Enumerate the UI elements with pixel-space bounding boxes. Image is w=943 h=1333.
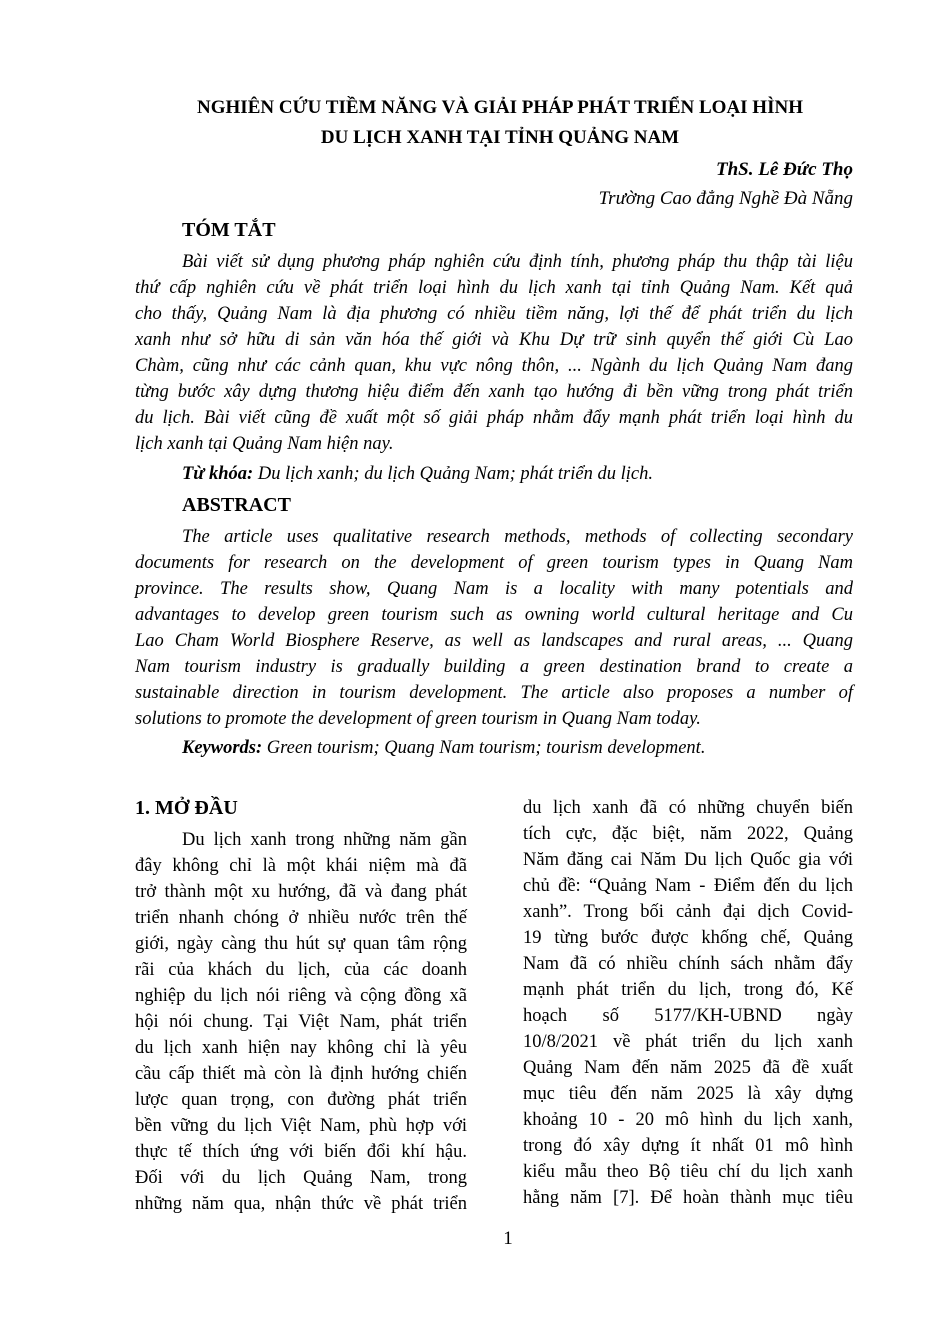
text-line: thực tế thích ứng với biến đổi khí hậu. bbox=[135, 1142, 467, 1162]
text-line: solutions to promote the development of green tourism in Quang Nam today. bbox=[135, 709, 701, 729]
text-line: cầu cấp thiết mà còn là định hướng chiến bbox=[135, 1064, 467, 1084]
keywords-vi-label: Từ khóa: bbox=[182, 464, 254, 484]
text-line: Đối với du lịch Quảng Nam, trong bbox=[135, 1168, 467, 1188]
section-right-column bbox=[523, 795, 853, 1211]
section-heading: 1. MỞ ĐẦU bbox=[135, 797, 238, 819]
abstract-en-heading: ABSTRACT bbox=[182, 494, 291, 516]
text-line: 19 từng bước được khống chế, Quảng bbox=[523, 928, 853, 948]
text-line: hội nói chung. Tại Việt Nam, phát triển bbox=[135, 1012, 467, 1032]
abstract-vi-heading: TÓM TẮT bbox=[182, 219, 276, 241]
text-line: từng bước xây dựng thương hiệu điểm đến xanh tạo hướng đi bền vững trong phát triển bbox=[135, 382, 853, 402]
keywords-vi-text: Du lịch xanh; du lịch Quảng Nam; phát triển du lịch. bbox=[253, 464, 653, 484]
keywords-vi bbox=[182, 461, 653, 487]
keywords-en bbox=[182, 735, 705, 761]
text-line: lịch xanh tại Quảng Nam hiện nay. bbox=[135, 434, 394, 454]
text-line: du lịch. Bài viết cũng đề xuất một số giải pháp nhằm đẩy mạnh phát triển loại hình du bbox=[135, 408, 853, 428]
text-line: mạnh phát triển du lịch, trong đó, Kế bbox=[523, 980, 853, 1000]
abstract-vi-body bbox=[135, 249, 853, 457]
text-line: xanh”. Trong bối cảnh đại dịch Covid- bbox=[523, 902, 853, 922]
text-line: trong đó xây dựng ít nhất 01 mô hình bbox=[523, 1136, 853, 1156]
text-line: The article uses qualitative research methods, methods of collecting secondary bbox=[182, 527, 853, 547]
text-line: triển nhanh chóng ở nhiều nước trên thế bbox=[135, 908, 467, 928]
text-line: rãi của khách du lịch, của các doanh bbox=[135, 960, 467, 980]
section-left-column bbox=[135, 827, 467, 1217]
text-line: Lao Cham World Biosphere Reserve, as well as landscapes and rural areas, ... Quang bbox=[135, 631, 853, 651]
text-line: giới, ngày càng thu hút sự quan tâm rộng bbox=[135, 934, 467, 954]
author: ThS. Lê Đức Thọ bbox=[716, 159, 853, 180]
keywords-en-label: Keywords: bbox=[182, 738, 263, 758]
text-line: Nam tourism industry is gradually building a green destination brand to create a bbox=[135, 657, 853, 677]
text-line: advantages to develop green tourism such as owning world cultural heritage and Cu bbox=[135, 605, 853, 625]
text-line: những năm qua, nhận thức về phát triển bbox=[135, 1194, 467, 1214]
title-line: NGHIÊN CỨU TIỀM NĂNG VÀ GIẢI PHÁP PHÁT TRIỂN LOẠI HÌNH bbox=[197, 97, 803, 118]
text-line: nghiệp du lịch nói riêng và cộng đồng xã bbox=[135, 986, 467, 1006]
text-line: Nam đã có nhiều chính sách nhằm đẩy bbox=[523, 954, 853, 974]
text-line: trở thành một xu hướng, đã và đang phát bbox=[135, 882, 467, 902]
paper-title bbox=[120, 93, 880, 153]
abstract-en-body bbox=[135, 524, 853, 732]
text-line: province. The results show, Quang Nam is a locality with many potentials and bbox=[135, 579, 853, 599]
page-number: 1 bbox=[503, 1228, 513, 1249]
text-line: lược quan trọng, con đường phát triển bbox=[135, 1090, 467, 1110]
text-line: Bài viết sử dụng phương pháp nghiên cứu định tính, phương pháp thu thập tài liệu bbox=[182, 252, 853, 272]
text-line: kiểu mẫu theo Bộ tiêu chí du lịch xanh bbox=[523, 1162, 853, 1182]
text-line: du lịch xanh đã có những chuyển biến bbox=[523, 798, 853, 818]
text-line: Năm đăng cai Năm Du lịch Quốc gia với bbox=[523, 850, 853, 870]
text-line: Quảng Nam đến năm 2025 đã đề xuất bbox=[523, 1058, 853, 1078]
affiliation: Trường Cao đẳng Nghề Đà Nẵng bbox=[598, 188, 853, 209]
text-line: bền vững du lịch Việt Nam, phù hợp với bbox=[135, 1116, 467, 1136]
text-line: mục tiêu đến năm 2025 là xây dựng bbox=[523, 1084, 853, 1104]
title-line: DU LỊCH XANH TẠI TỈNH QUẢNG NAM bbox=[320, 127, 680, 148]
text-line: cho thấy, Quảng Nam là địa phương có nhiều tiềm năng, lợi thế để phát triển du lịch bbox=[135, 304, 853, 324]
text-line: 10/8/2021 về phát triển du lịch xanh bbox=[523, 1032, 853, 1052]
text-line: hoạch số 5177/KH-UBND ngày bbox=[523, 1006, 853, 1026]
text-line: đây không chỉ là một khái niệm mà đã bbox=[135, 856, 467, 876]
text-line: documents for research on the development of green tourism types in Quang Nam bbox=[135, 553, 853, 573]
text-line: xanh như sở hữu di sản văn hóa thế giới và Khu Dự trữ sinh quyển thế giới Cù Lao bbox=[135, 330, 853, 350]
text-line: du lịch xanh hiện nay không chỉ là yêu bbox=[135, 1038, 467, 1058]
keywords-en-text: Green tourism; Quang Nam tourism; tourism development. bbox=[262, 738, 706, 758]
text-line: sustainable direction in tourism development. The article also proposes a number of bbox=[135, 683, 853, 703]
text-line: Du lịch xanh trong những năm gần bbox=[182, 830, 467, 850]
text-line: khoảng 10 - 20 mô hình du lịch xanh, bbox=[523, 1110, 853, 1130]
text-line: chủ đề: “Quảng Nam - Điểm đến du lịch bbox=[523, 876, 853, 896]
text-line: hằng năm [7]. Để hoàn thành mục tiêu bbox=[523, 1188, 853, 1208]
text-line: tích cực, đặc biệt, năm 2022, Quảng bbox=[523, 824, 853, 844]
text-line: Chàm, cũng như các cảnh quan, khu vực nông thôn, ... Ngành du lịch Quảng Nam đang bbox=[135, 356, 853, 376]
text-line: thứ cấp nghiên cứu về phát triển loại hình du lịch xanh tại tỉnh Quảng Nam. Kết quả bbox=[135, 278, 853, 298]
